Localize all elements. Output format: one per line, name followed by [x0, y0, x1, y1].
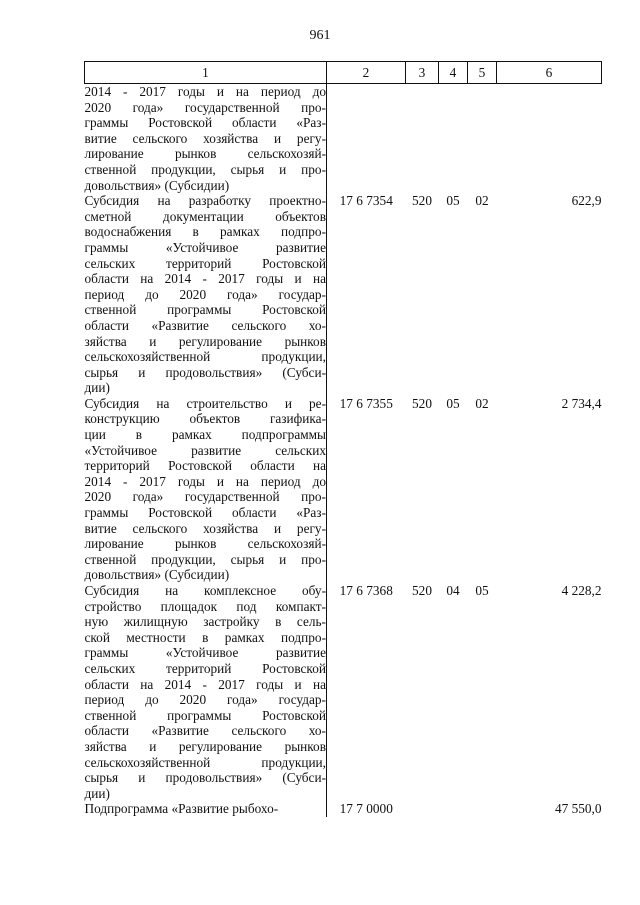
subsection-code [468, 801, 497, 817]
table-row [85, 801, 602, 817]
column-header-5: 5 [468, 62, 497, 84]
description-line: «Устойчивое развитие сельских [84, 442, 326, 458]
section-code [439, 84, 468, 194]
amount-value: 47 550,0 [554, 801, 602, 817]
column-header-3: 3 [406, 62, 439, 84]
target-article-code: 17 6 7368 [339, 583, 393, 598]
page-number: 961 [309, 28, 331, 43]
subsection-code: 02 [475, 395, 489, 411]
table-row [85, 396, 602, 583]
target-article-code: 17 6 7354 [339, 193, 393, 209]
expense-type-code [406, 84, 439, 194]
column-header-1: 1 [85, 62, 327, 84]
row-description [85, 193, 327, 396]
expense-type-code: 520 [412, 583, 432, 598]
amount-value: 2 734,4 [561, 395, 602, 411]
description-line: лирование рынков сельскохозяй- [84, 146, 326, 162]
description-line: зяйства и регулирование рынков [84, 333, 326, 349]
subsection-code: 02 [475, 193, 489, 209]
description-line: области «Развитие сельского хо- [84, 317, 326, 333]
section-code: 05 [446, 395, 460, 411]
row-description [85, 801, 327, 817]
section-code [439, 801, 468, 817]
description-line: 2020 года» государственной про- [84, 99, 326, 115]
description-line: области «Развитие сельского хо- [84, 723, 326, 739]
column-header-2: 2 [327, 62, 406, 84]
description-line: Субсидия на комплексное обу- [84, 583, 326, 598]
description-line: граммы Ростовской области «Раз- [84, 115, 326, 131]
budget-table [84, 61, 602, 817]
column-header-4: 4 [439, 62, 468, 84]
description-line: ственной продукции, сырья и про- [84, 161, 326, 177]
description-line: области на 2014 - 2017 годы и на [84, 271, 326, 287]
table-row [85, 583, 602, 801]
description-line: довольствия» (Субсидии) [84, 177, 230, 193]
description-line: витие сельского хозяйства и регу- [84, 520, 326, 536]
description-line: Субсидия на разработку проектно- [84, 193, 326, 209]
amount-value [497, 84, 602, 194]
description-line: ственной программы Ростовской [84, 302, 326, 318]
table-body [85, 84, 602, 817]
description-line: витие сельского хозяйства и регу- [84, 130, 326, 146]
table-row [85, 84, 602, 194]
description-line: граммы Ростовской области «Раз- [84, 505, 326, 521]
section-code: 05 [446, 193, 460, 209]
section-code: 04 [446, 583, 460, 598]
description-line: период до 2020 года» государ- [84, 286, 326, 302]
description-line: сельскохозяйственной продукции, [84, 754, 326, 770]
table-row [85, 193, 602, 396]
amount-value: 622,9 [571, 193, 602, 209]
description-line: сельских территорий Ростовской [84, 660, 326, 676]
description-line: сельских территорий Ростовской [84, 255, 326, 271]
description-line: ской местности в рамках подпро- [84, 629, 326, 645]
description-line: ственной программы Ростовской [84, 707, 326, 723]
description-line: сырья и продовольствия» (Субси- [84, 364, 326, 380]
column-header-6: 6 [497, 62, 602, 84]
description-line: сырья и продовольствия» (Субси- [84, 770, 326, 786]
description-line: лирование рынков сельскохозяй- [84, 536, 326, 552]
expense-type-code [406, 801, 439, 817]
target-article-code: 17 7 0000 [339, 801, 393, 817]
description-line: области на 2014 - 2017 годы и на [84, 676, 326, 692]
description-line: граммы «Устойчивое развитие [84, 239, 326, 255]
description-line: довольствия» (Субсидии) [84, 567, 230, 583]
row-description [85, 396, 327, 583]
table-header-row [85, 62, 602, 84]
description-line: граммы «Устойчивое развитие [84, 645, 326, 661]
description-line: 2020 года» государственной про- [84, 489, 326, 505]
description-line: 2014 - 2017 годы и на период до [84, 84, 326, 99]
expense-type-code: 520 [412, 193, 432, 209]
description-line: сельскохозяйственной продукции, [84, 349, 326, 365]
description-line: ции в рамках подпрограммы [84, 427, 326, 443]
description-line: сметной документации объектов [84, 208, 326, 224]
description-line: Субсидия на строительство и ре- [84, 395, 326, 411]
expense-type-code: 520 [412, 395, 432, 411]
subsection-code: 05 [475, 583, 489, 598]
description-line: дии) [84, 380, 110, 396]
description-line: Подпрограмма «Развитие рыбохо- [84, 801, 279, 817]
description-line: период до 2020 года» государ- [84, 692, 326, 708]
description-line: территорий Ростовской области на [84, 458, 326, 474]
target-article-code: 17 6 7355 [339, 395, 393, 411]
description-line: водоснабжения в рамках подпро- [84, 224, 326, 240]
amount-value: 4 228,2 [561, 583, 602, 598]
row-description [85, 84, 327, 194]
row-description [85, 583, 327, 801]
description-line: ственной продукции, сырья и про- [84, 551, 326, 567]
description-line: 2014 - 2017 годы и на период до [84, 473, 326, 489]
description-line: ную жилищную застройку в сель- [84, 614, 326, 630]
description-line: зяйства и регулирование рынков [84, 738, 326, 754]
target-article-code [327, 84, 406, 194]
description-line: дии) [84, 785, 110, 801]
description-line: стройство площадок под компакт- [84, 598, 326, 614]
subsection-code [468, 84, 497, 194]
description-line: конструкцию объектов газифика- [84, 411, 326, 427]
